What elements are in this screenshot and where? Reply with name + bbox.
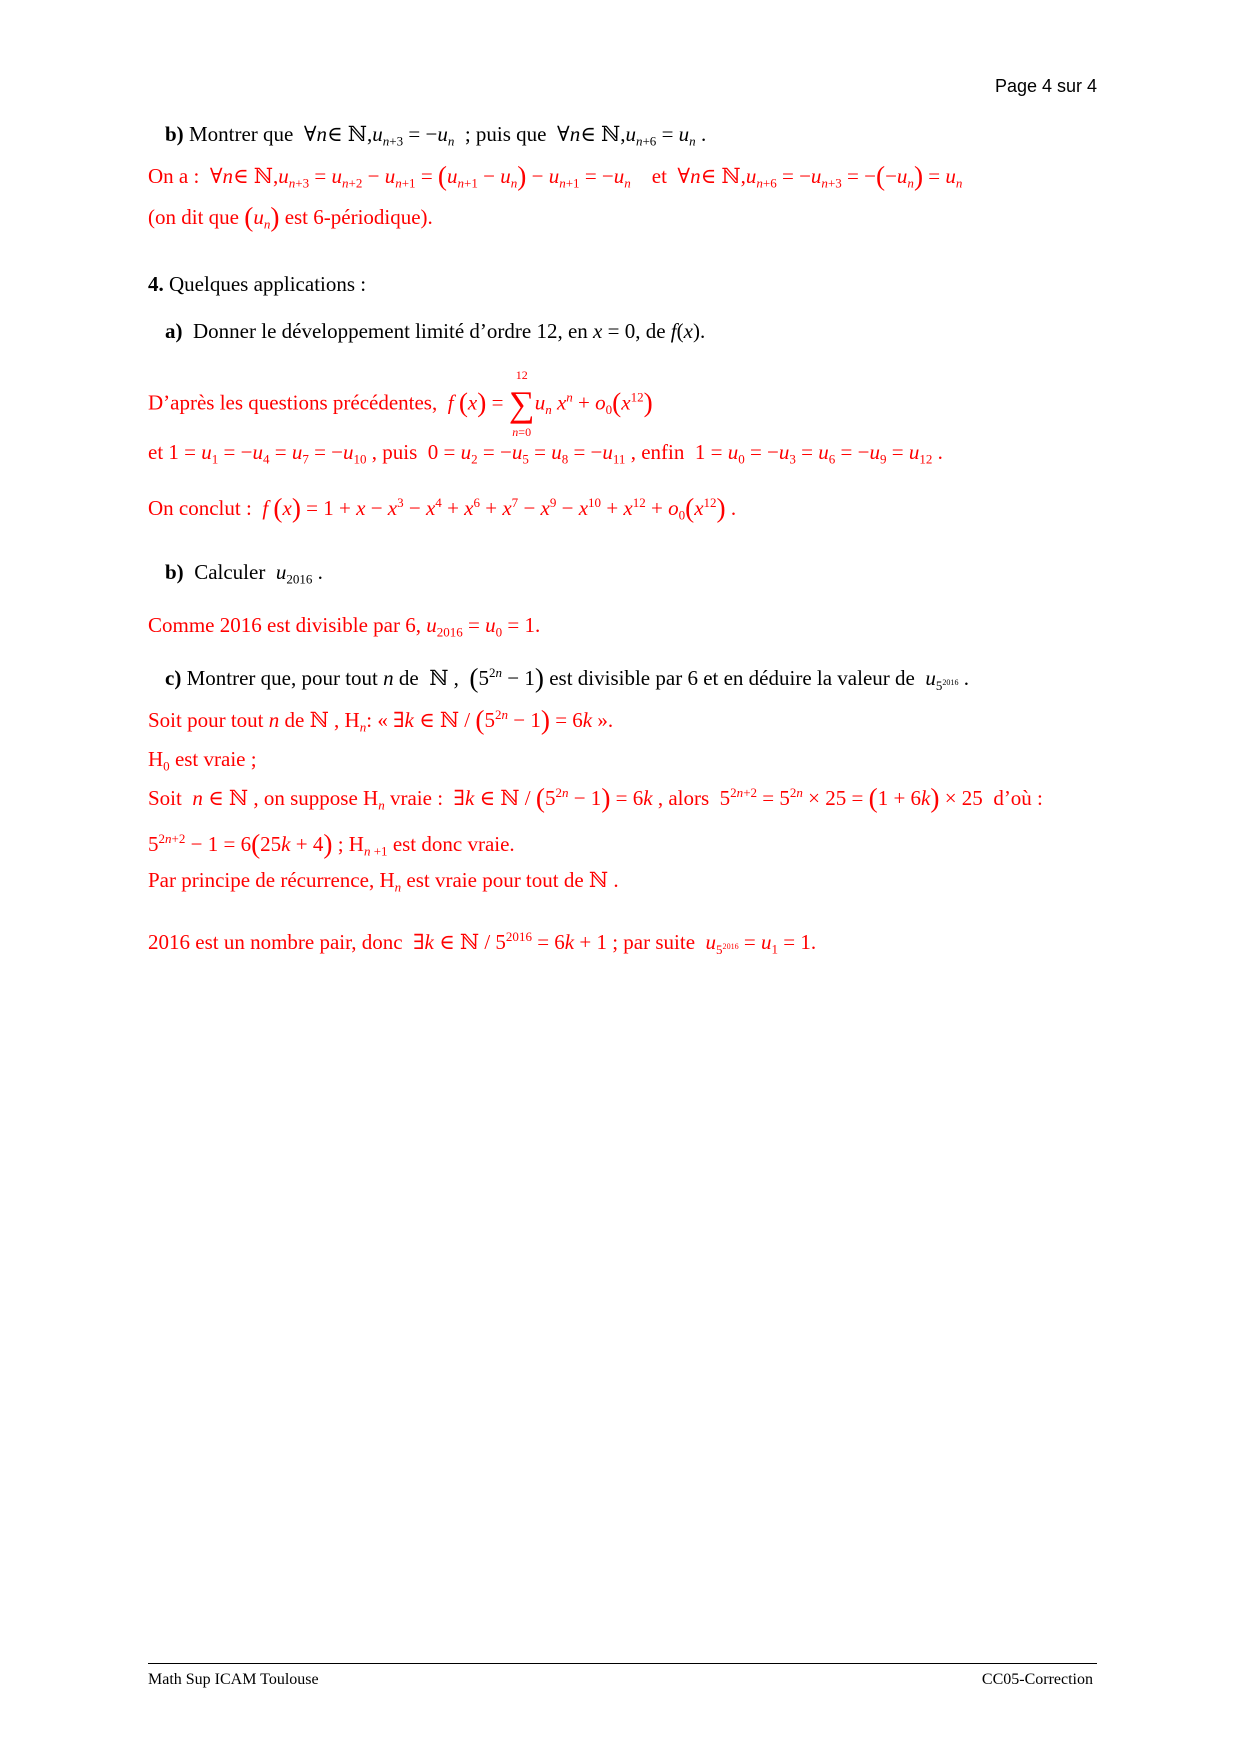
question-3b: b) Montrer que ∀n∈ $ℕ,u_{n+3} = -u_n$ ; puis que ∀n∈ $ℕ,u_{n+6} = u_n$ . — [165, 122, 707, 149]
page-number: Page 4 sur 4 — [995, 76, 1098, 96]
footer-right: CC05-Correction — [981, 1671, 1093, 1688]
answer-4c-line1: Soit pour tout n de ℕ , $H_n$: « ∃k ∈ ℕ / $(5^{2n} - 1) = 6k$ ». — [148, 705, 614, 736]
footer-left: Math Sup ICAM Toulouse — [148, 1671, 319, 1688]
answer-3b-line2: (on dit que $(u_n)$ est 6-périodique). — [148, 202, 433, 233]
question-label: b) — [165, 122, 184, 146]
footer-rule — [148, 1663, 1097, 1664]
question-4b: b) Calculer $u_{2016}$ . — [165, 560, 323, 587]
question-4c: c) Montrer que, pour tout n de ℕ , $(5^{2n} - 1)$ est divisible par 6 et en déduire la valeur de $u_{5^{2016}}$ . — [165, 663, 969, 694]
answer-4a-line3: On conclut : f $(x) = 1 + x - x^3 - x^4 + x^6 + x^7 - x^9 - x^{10} + x^{12} + o_0(x^{12})$ . — [148, 493, 737, 524]
answer-4b: Comme 2016 est divisible par 6, $u_{2016} = u_0 = 1$. — [148, 613, 541, 640]
answer-4a-line2: et $1 = u_1 = -u_4 = u_7 = -u_{10}$ , puis $0 = u_2 = -u_5 = u_8 = -u_{11}$ , enfin $1 = u_0 = -u_3 = u_6 = -u_9 = u_{12}$ . — [148, 440, 943, 467]
answer-4c-line5: Par principe de récurrence, $H_n$ est vraie pour tout de ℕ . — [148, 868, 619, 895]
answer-4c-line6: 2016 est un nombre pair, donc ∃k ∈ ℕ / $5^{2016} = 6k + 1$ ; par suite $u_{5^{2016}} = u_1 = 1$. — [148, 929, 817, 957]
answer-4a-line1: D’après les questions précédentes, f (x) = 12 ∑ n=0 $u_n$ $x^n + o_0(x^{12})$ — [148, 368, 653, 439]
answer-3b-line1: On a : ∀n∈ $ℕ,u_{n+3} = u_{n+2} - u_{n+1} = (u_{n+1} - u_n) - u_{n+1} = -u_n$ et ∀n∈ $ℕ,u_{n+6} = -u_{n+3} = -(-u_n) = u_n$ — [148, 161, 963, 192]
answer-4c-line2: $H_0$ est vraie ; — [148, 747, 257, 774]
answer-4c-line4: $5^{2n+2} - 1 = 6(25k + 4)$ ; $H_{n +1}$ est donc vraie. — [148, 829, 515, 860]
section-4-title: 4. Quelques applications : — [148, 272, 367, 296]
answer-4c-line3: Soit n ∈ ℕ , on suppose $H_n$ vraie : ∃k ∈ ℕ / $(5^{2n} - 1) = 6k$ , alors $5^{2n+2} = 5^{2n} \times 25 = (1 + 6k) \times 25$ d’où : — [148, 783, 1043, 814]
sum-symbol: 12 ∑ n=0 — [508, 368, 535, 439]
question-4a: a) Donner le développement limité d’ordre 12, en x = 0, de f(x). — [165, 319, 706, 343]
